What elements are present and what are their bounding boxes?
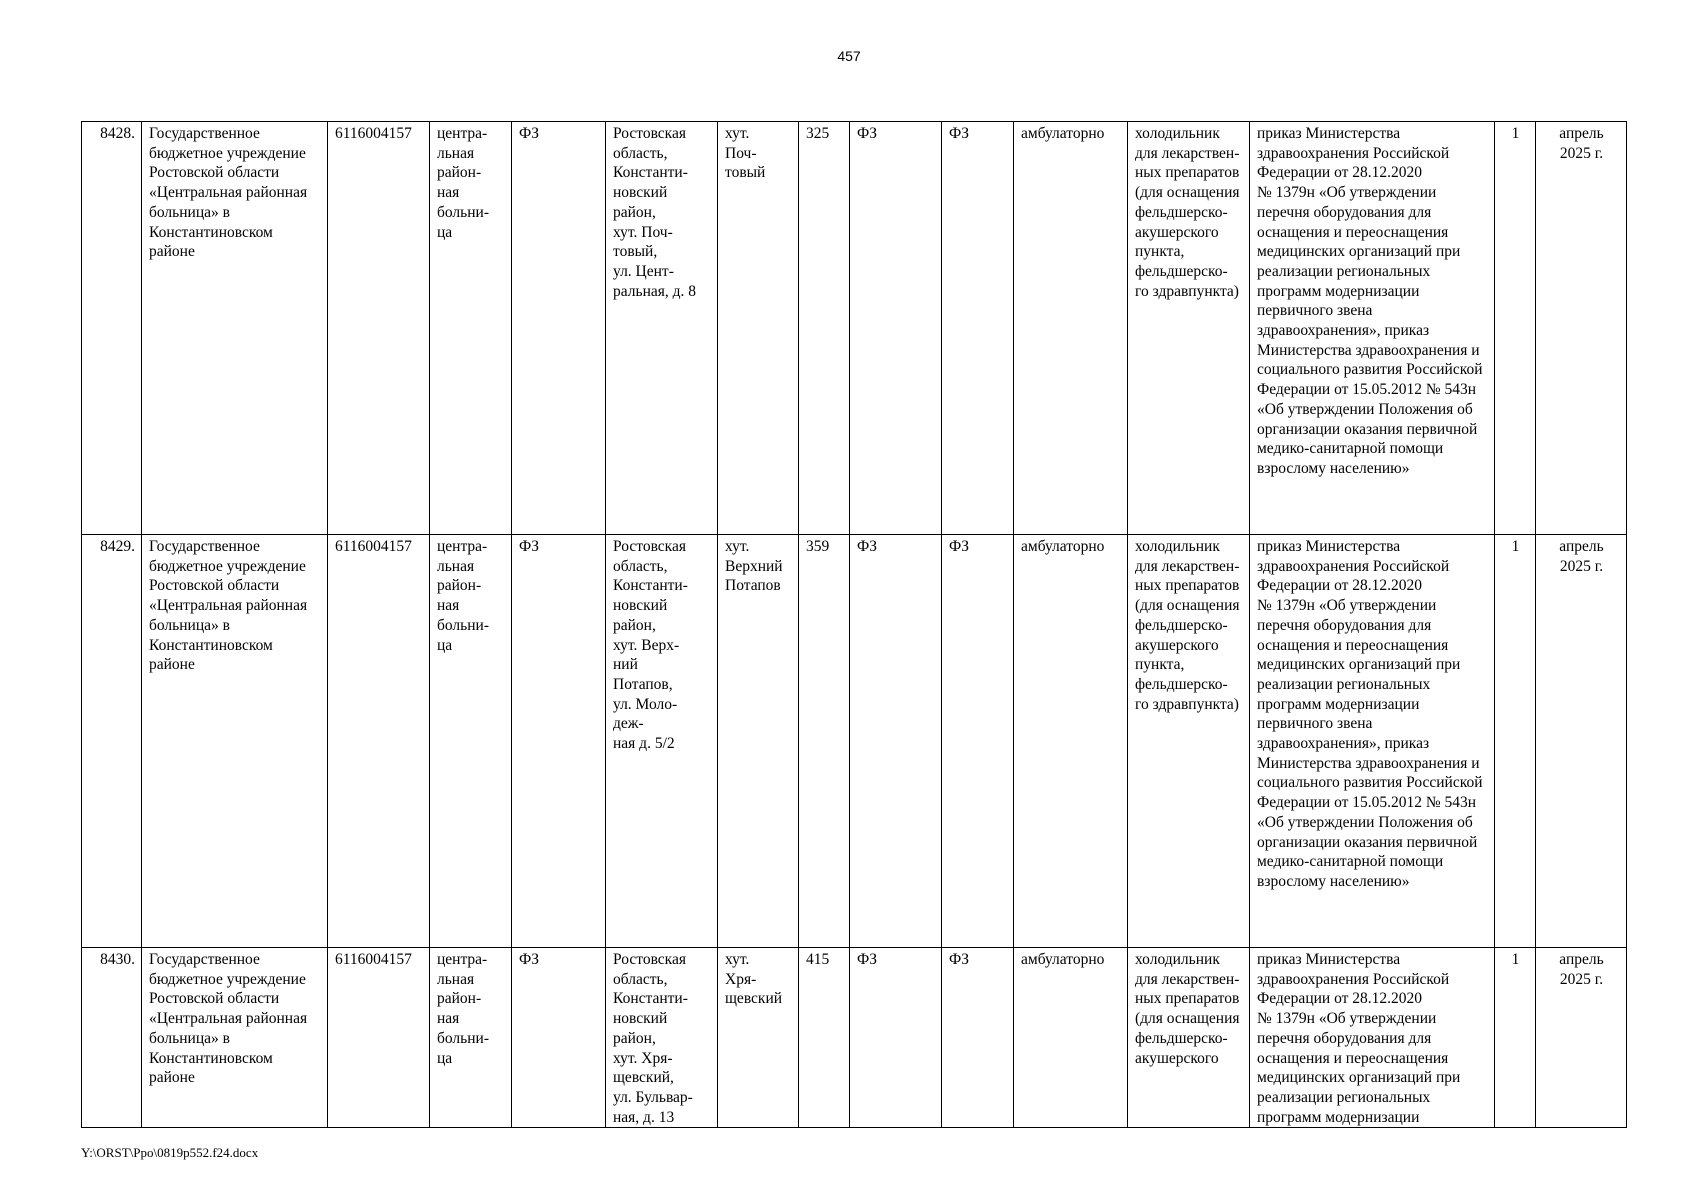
organization-type: центра- льная район- ная больни- ца (430, 948, 512, 1128)
care-mode-cell: амбулаторно (1014, 535, 1128, 948)
equipment-cell: холодильник для лекарствен- ных препаратов (для оснащения фельдшерско- акушерского пункта, фельдшерско- го здравпункта) (1128, 535, 1250, 948)
quantity-cell: 1 (1495, 948, 1536, 1128)
fz-cell: ФЗ (850, 535, 942, 948)
settlement-cell: хут. Поч- товый (718, 122, 799, 535)
address-cell: Ростовская область, Константи- новский район, хут. Поч- товый, ул. Цент- ральная, д. 8 (606, 122, 718, 535)
population-cell: 325 (799, 122, 850, 535)
date-cell: апрель 2025 г. (1536, 535, 1627, 948)
row-number: 8430. (82, 948, 142, 1128)
settlement-cell: хут. Хря- щевский (718, 948, 799, 1128)
fz-cell: ФЗ (942, 535, 1014, 948)
equipment-table (81, 121, 1627, 1128)
fz-cell: ФЗ (942, 122, 1014, 535)
fz-cell: ФЗ (512, 122, 606, 535)
organization-type: центра- льная район- ная больни- ца (430, 122, 512, 535)
legal-basis-cell: приказ Министерства здравоохранения Российской Федерации от 28.12.2020 № 1379н «Об утверждении перечня оборудования для оснащения и переоснащения медицинских организаций при реализации региональных программ модернизации первичного звена здравоохранения», приказ Министерства здравоохранения и социального развития Российской Федерации от 15.05.2012 № 543н «Об утверждении Положения об организации оказания первичной медико-санитарной помощи взрослому населению» (1250, 122, 1495, 535)
inn-code: 6116004157 (328, 948, 430, 1128)
date-cell: апрель 2025 г. (1536, 122, 1627, 535)
row-number: 8428. (82, 122, 142, 535)
table-row (82, 535, 1627, 948)
fz-cell: ФЗ (850, 122, 942, 535)
organization-name: Государственное бюджетное учреждение Ростовской области «Центральная районная больница» в Константиновском районе (142, 948, 328, 1128)
legal-basis-cell: приказ Министерства здравоохранения Российской Федерации от 28.12.2020 № 1379н «Об утверждении перечня оборудования для оснащения и переоснащения медицинских организаций при реализации региональных программ модернизации (1250, 948, 1495, 1128)
organization-name: Государственное бюджетное учреждение Ростовской области «Центральная районная больница» в Константиновском районе (142, 535, 328, 948)
settlement-cell: хут. Верхний Потапов (718, 535, 799, 948)
fz-cell: ФЗ (512, 948, 606, 1128)
quantity-cell: 1 (1495, 122, 1536, 535)
inn-code: 6116004157 (328, 122, 430, 535)
population-cell: 415 (799, 948, 850, 1128)
footer-file-path: Y:\ORST\Ppo\0819p552.f24.docx (81, 1145, 259, 1160)
care-mode-cell: амбулаторно (1014, 122, 1128, 535)
date-cell: апрель 2025 г. (1536, 948, 1627, 1128)
fz-cell: ФЗ (850, 948, 942, 1128)
inn-code: 6116004157 (328, 535, 430, 948)
row-number: 8429. (82, 535, 142, 948)
table-row (82, 948, 1627, 1128)
organization-name: Государственное бюджетное учреждение Ростовской области «Центральная районная больница» в Константиновском районе (142, 122, 328, 535)
legal-basis-cell: приказ Министерства здравоохранения Российской Федерации от 28.12.2020 № 1379н «Об утверждении перечня оборудования для оснащения и переоснащения медицинских организаций при реализации региональных программ модернизации первичного звена здравоохранения», приказ Министерства здравоохранения и социального развития Российской Федерации от 15.05.2012 № 543н «Об утверждении Положения об организации оказания первичной медико-санитарной помощи взрослому населению» (1250, 535, 1495, 948)
address-cell: Ростовская область, Константи- новский район, хут. Хря- щевский, ул. Бульвар- ная, д. 13 (606, 948, 718, 1128)
equipment-cell: холодильник для лекарствен- ных препаратов (для оснащения фельдшерско- акушерского (1128, 948, 1250, 1128)
quantity-cell: 1 (1495, 535, 1536, 948)
page-number: 457 (837, 48, 861, 64)
equipment-cell: холодильник для лекарствен- ных препаратов (для оснащения фельдшерско- акушерского пункта, фельдшерско- го здравпункта) (1128, 122, 1250, 535)
address-cell: Ростовская область, Константи- новский район, хут. Верх- ний Потапов, ул. Моло- деж- ная д. 5/2 (606, 535, 718, 948)
organization-type: центра- льная район- ная больни- ца (430, 535, 512, 948)
population-cell: 359 (799, 535, 850, 948)
fz-cell: ФЗ (942, 948, 1014, 1128)
care-mode-cell: амбулаторно (1014, 948, 1128, 1128)
fz-cell: ФЗ (512, 535, 606, 948)
table-row (82, 122, 1627, 535)
